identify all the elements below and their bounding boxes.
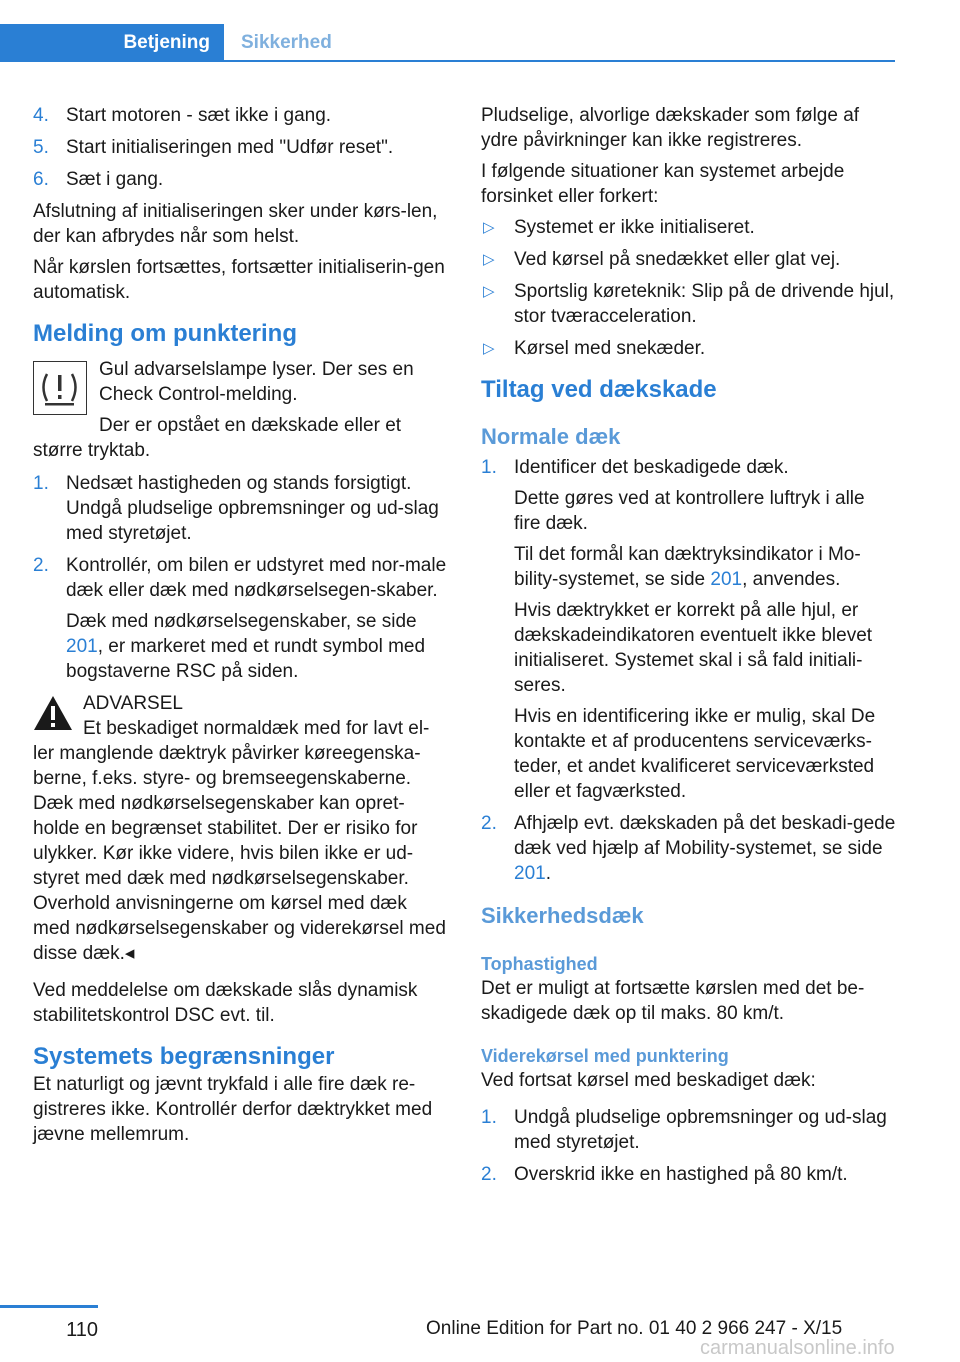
tab-sikkerhed[interactable]: Sikkerhed [241, 32, 332, 53]
bullet-item: ▷ Systemet er ikke initialiseret. [483, 217, 755, 238]
continue-step-2 [481, 1162, 896, 1187]
warning-block [33, 691, 448, 716]
heading-normal-tires: Normale dæk [481, 424, 621, 449]
step-number: 2. [481, 1164, 497, 1185]
step-text: Start initialiseringen med "Udfør reset". [66, 137, 394, 158]
step-text: Sæt i gang. [66, 169, 164, 190]
bullet-item: ▷ Sportslig køreteknik: Slip på de drivende hjul, stor tværacceleration. [483, 281, 895, 327]
step-text: Identificer det beskadigede dæk. [514, 457, 789, 478]
step-number: 2. [481, 813, 497, 834]
paragraph-dsc: Ved meddelelse om dækskade slås dynamisk stabilitetskontrol DSC evt. til. [33, 980, 418, 1026]
step-text: Kontrollér, om bilen er udstyret med nor-male dæk eller dæk med nødkørselsegen-skaber. [66, 555, 447, 601]
heading-continue-driving: Viderekørsel med punktering [481, 1046, 729, 1066]
paragraph-continue: Ved fortsat kørsel med beskadiget dæk: [481, 1070, 816, 1091]
warning-triangle-icon [33, 695, 73, 731]
paragraph-sudden-damage: Pludselige, alvorlige dækskader som følge af ydre påvirkninger kan ikke registreres. [481, 105, 860, 151]
page-number: 110 [66, 1319, 98, 1341]
paragraph-top-speed: Det er muligt at fortsætte kørslen med det be-skadigede dæk op til maks. 80 km/t. [481, 978, 865, 1024]
step-number: 1. [481, 457, 497, 478]
heading-puncture: Melding om punktering [33, 320, 297, 347]
warning-text: Et beskadiget normaldæk med for lavt el-ler manglende dæktryk påvirker køreegenska-berne, f.eks. styre- og bremseegenskaberne. Dæk med nødkørselsegenskaber kan opret-holde en begrænset stabilitet. Der er risiko for ulykker. Kør ikke videre, hvis bilen ikke er ud-styret med dæk med nødkørselsegenskaber. Overhold anvisningerne om kørsel med dæk med nødkørselsegenskaber og viderekørsel med disse dæk.◂ [33, 718, 446, 964]
step-text: Start motoren - sæt ikke i gang. [66, 105, 332, 126]
step-number: 1. [33, 473, 49, 494]
watermark: carmanualsonline.info [700, 1337, 895, 1359]
header-divider [0, 60, 895, 62]
step-subtext: Til det formål kan dæktryksindikator i Mo-bility-systemet, se side 201, anvendes. [514, 544, 861, 590]
normal-step-2: 2. Afhjælp evt. dækskaden på det beskadi-gede dæk ved hjælp af Mobility-systemet, se side 201. [481, 813, 896, 884]
warning-title: ADVARSEL [83, 693, 183, 714]
triangle-bullet-icon: ▷ [483, 283, 495, 300]
puncture-cause-text: Der er opstået en dækskade eller et større tryktab. [33, 415, 402, 461]
step-text: Undgå pludselige opbremsninger og ud-slag med styretøjet. [514, 1107, 887, 1153]
heading-safety-tires: Sikkerhedsdæk [481, 903, 644, 928]
page-link[interactable]: 201 [514, 863, 546, 884]
step-number: 1. [481, 1107, 497, 1128]
tire-pressure-warning-icon [33, 361, 87, 415]
puncture-step-1 [33, 471, 448, 546]
puncture-warning-block [33, 357, 448, 407]
paragraph-init-continue: Når kørslen fortsættes, fortsætter initialiserin-gen automatisk. [33, 257, 445, 303]
step-subtext: Dette gøres ved at kontrollere luftryk i alle fire dæk. [514, 488, 865, 534]
edition-text: Online Edition for Part no. 01 40 2 966 247 - X/15 [426, 1318, 843, 1339]
footer-divider [0, 1305, 98, 1308]
step-subtext: Hvis dæktrykket er korrekt på alle hjul, er dækskadeindikatoren eventuelt ikke blevet initialiseret. Systemet skal i så fald initiali-seres. [514, 600, 873, 696]
step-5 [33, 135, 448, 160]
continue-step-1 [481, 1105, 896, 1155]
bullet-item: ▷ Kørsel med snekæder. [483, 338, 706, 359]
step-4 [33, 103, 448, 128]
step-subtext: Hvis en identificering ikke er mulig, skal De kontakte et af producentens serviceværks-teder, et andet kvalificeret serviceværksted eller et fagværksted. [514, 706, 876, 802]
step-number: 4. [33, 105, 49, 126]
puncture-lamp-text: Gul advarselslampe lyser. Der ses en Check Control-melding. [99, 359, 414, 405]
step-6 [33, 167, 448, 192]
step-number: 5. [33, 137, 49, 158]
page-link[interactable]: 201 [66, 636, 98, 657]
paragraph-limits: Et naturligt og jævnt trykfald i alle fire dæk re-gistreres ikke. Kontrollér derfor dæktrykket med jævne mellemrum. [33, 1074, 433, 1145]
right-column [481, 103, 896, 1194]
tab-betjening[interactable]: Betjening [0, 24, 224, 61]
heading-limits: Systemets begrænsninger [33, 1043, 335, 1070]
paragraph-situations: I følgende situationer kan systemet arbejde forsinket eller forkert: [481, 161, 845, 207]
left-column [33, 103, 448, 1153]
normal-step-1 [481, 455, 896, 804]
step-number: 6. [33, 169, 49, 190]
step-number: 2. [33, 555, 49, 576]
step-text: Overskrid ikke en hastighed på 80 km/t. [514, 1164, 848, 1185]
step-text: Nedsæt hastigheden og stands forsigtigt. Undgå pludselige opbremsninger og ud-slag med styretøjet. [66, 473, 439, 544]
page-header [0, 24, 895, 62]
puncture-step-2 [33, 553, 448, 684]
step-subtext: Dæk med nødkørselsegenskaber, se side 201, er markeret med et rundt symbol med bogstaverne RSC på siden. [66, 611, 426, 682]
heading-measures: Tiltag ved dækskade [481, 376, 717, 403]
triangle-bullet-icon: ▷ [483, 219, 495, 236]
page-link[interactable]: 201 [710, 569, 743, 590]
heading-top-speed: Tophastighed [481, 954, 598, 974]
paragraph-init-finish: Afslutning af initialiseringen sker under kørs-len, der kan afbrydes når som helst. [33, 201, 438, 247]
triangle-bullet-icon: ▷ [483, 340, 495, 357]
bullet-item: ▷ Ved kørsel på snedækket eller glat vej. [483, 249, 841, 270]
triangle-bullet-icon: ▷ [483, 251, 495, 268]
